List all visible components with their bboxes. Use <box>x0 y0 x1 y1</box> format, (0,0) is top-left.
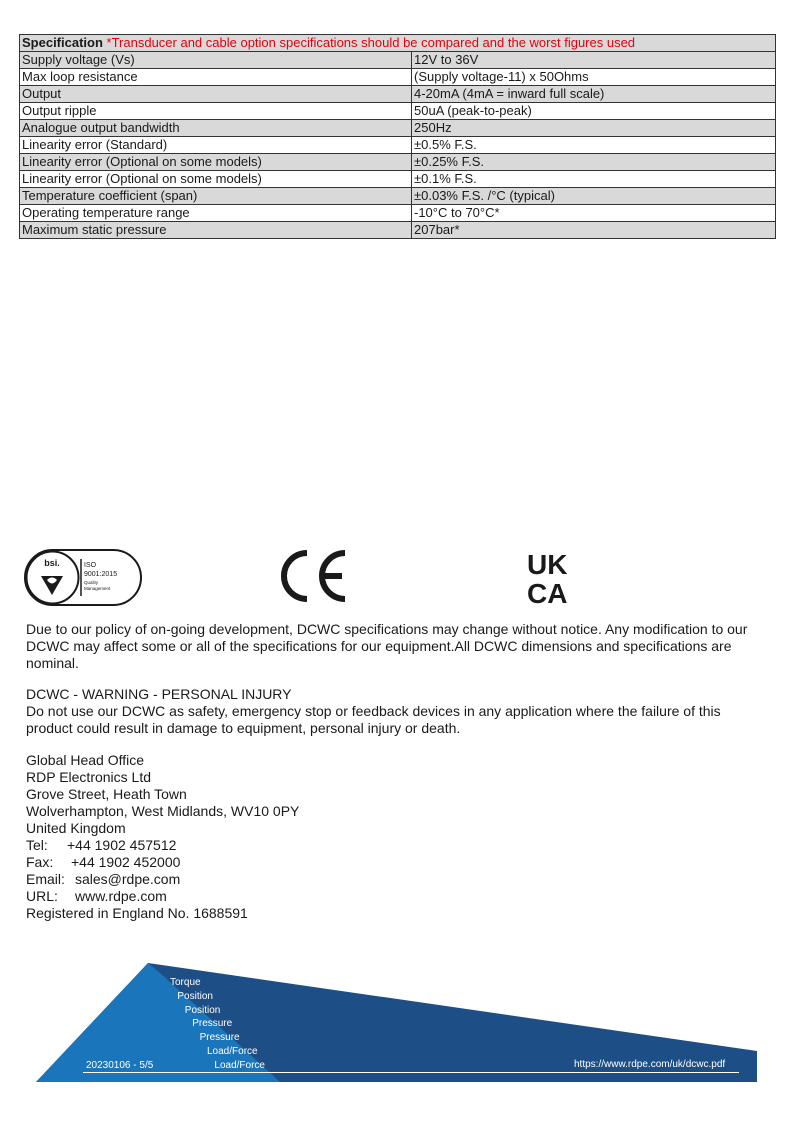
contact-city: Wolverhampton, West Midlands, WV10 0PY <box>26 803 300 819</box>
spec-label: Linearity error (Optional on some models) <box>20 154 412 171</box>
fax-value: +44 1902 452000 <box>71 854 181 870</box>
footer-cascade-item: Position <box>184 1004 221 1016</box>
spec-row <box>20 222 776 239</box>
tel-value: +44 1902 457512 <box>67 837 177 853</box>
fax-label: Fax: <box>26 854 54 870</box>
contact-tel-row <box>26 837 771 854</box>
spec-header-row <box>20 35 776 52</box>
footer-cascade-item: Pressure <box>199 1032 240 1044</box>
spec-label: Maximum static pressure <box>20 222 412 239</box>
spec-value: 250Hz <box>412 120 776 137</box>
url-value[interactable]: www.rdpe.com <box>75 888 167 904</box>
spec-row <box>20 205 776 222</box>
contact-country: United Kingdom <box>26 820 126 836</box>
spec-label: Analogue output bandwidth <box>20 120 412 137</box>
footer-cascade-item: Load/Force <box>207 1046 258 1057</box>
warning-section <box>26 686 771 737</box>
spec-label: Temperature coefficient (span) <box>20 188 412 205</box>
spec-label: Operating temperature range <box>20 205 412 222</box>
spec-title: Specification <box>22 35 103 50</box>
spec-label: Supply voltage (Vs) <box>20 52 412 69</box>
spec-value: ±0.25% F.S. <box>412 154 776 171</box>
spec-value: -10°C to 70°C* <box>412 205 776 222</box>
contact-office: Global Head Office <box>26 752 145 768</box>
spec-label: Output <box>20 86 412 103</box>
email-value[interactable]: sales@rdpe.com <box>75 871 181 887</box>
spec-label: Output ripple <box>20 103 412 120</box>
spec-row <box>20 69 776 86</box>
contact-company: RDP Electronics Ltd <box>26 769 152 785</box>
spec-row <box>20 52 776 69</box>
footer-doc-url[interactable]: https://www.rdpe.com/uk/dcwc.pdf <box>574 1059 726 1070</box>
ukca-uk-text: UK <box>527 551 568 580</box>
disclaimer-text: Due to our policy of on-going development, DCWC specifications may change without notice. Any modification to our DCWC may affect some or all of the specifications for our equipment.All DCWC dimensions and specifications are nominal. <box>26 621 748 671</box>
footer-cascade-item: Pressure <box>192 1018 233 1030</box>
footer-doc-code: 20230106 - 5/5 <box>86 1060 154 1071</box>
spec-label: Linearity error (Optional on some models) <box>20 171 412 188</box>
spec-label: Max loop resistance <box>20 69 412 86</box>
spec-value: ±0.5% F.S. <box>412 137 776 154</box>
spec-value: ±0.1% F.S. <box>412 171 776 188</box>
warning-text: Do not use our DCWC as safety, emergency stop or feedback devices in any application where the failure of this product could result in damage to equipment, personal injury or death. <box>26 703 721 736</box>
spec-value: 12V to 36V <box>412 52 776 69</box>
spec-value: 50uA (peak-to-peak) <box>412 103 776 120</box>
url-label: URL: <box>26 888 58 904</box>
ce-mark-logo <box>276 548 348 604</box>
bsi-management-text: Management <box>84 586 111 591</box>
spec-value: (Supply voltage-11) x 50Ohms <box>412 69 776 86</box>
footer-divider <box>83 1072 739 1073</box>
bsi-standard-text: 9001:2015 <box>84 571 118 578</box>
spec-value: 207bar* <box>412 222 776 239</box>
specification-table <box>19 34 776 239</box>
spec-row <box>20 137 776 154</box>
footer-cascade-item: Load/Force <box>214 1059 265 1071</box>
spec-row <box>20 188 776 205</box>
spec-value: 4-20mA (4mA = inward full scale) <box>412 86 776 103</box>
spec-row <box>20 171 776 188</box>
spec-row <box>20 154 776 171</box>
contact-street: Grove Street, Heath Town <box>26 786 187 802</box>
bsi-iso-9001-logo <box>24 549 142 606</box>
contact-email-row <box>26 871 771 888</box>
bsi-iso-text: ISO <box>84 562 97 569</box>
contact-fax-row <box>26 854 771 871</box>
contact-url-row <box>26 888 771 905</box>
ukca-mark-logo <box>527 551 585 605</box>
bsi-brand-text: bsi. <box>44 558 60 568</box>
footer-cascade-item: Position <box>177 990 213 1002</box>
spec-note: *Transducer and cable option specifications should be compared and the worst figures used <box>102 35 636 50</box>
contact-registered: Registered in England No. 1688591 <box>26 905 248 921</box>
spec-label: Linearity error (Standard) <box>20 137 412 154</box>
footer-cascade-item: Torque <box>170 977 201 988</box>
email-label: Email: <box>26 871 65 887</box>
warning-title: DCWC - WARNING - PERSONAL INJURY <box>26 686 292 702</box>
spec-row <box>20 86 776 103</box>
spec-header-cell <box>20 35 776 52</box>
spec-row <box>20 103 776 120</box>
bsi-quality-text: Quality <box>84 580 99 585</box>
tel-label: Tel: <box>26 837 48 853</box>
ukca-ca-text: CA <box>527 578 568 605</box>
spec-row <box>20 120 776 137</box>
contact-section <box>26 752 771 922</box>
spec-value: ±0.03% F.S. /°C (typical) <box>412 188 776 205</box>
